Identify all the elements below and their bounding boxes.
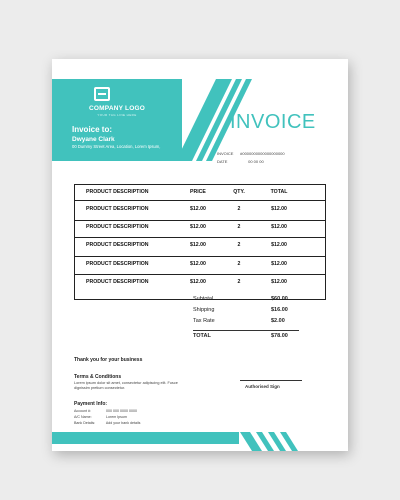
payment-row	[74, 409, 137, 413]
subtotal-value: $60.00	[271, 296, 288, 302]
table-row	[74, 219, 326, 235]
table-header-row	[74, 184, 326, 200]
client-name: Dwyane Clark	[72, 136, 115, 143]
item-total: $12.00	[271, 224, 287, 230]
item-qty: 2	[237, 242, 241, 248]
column-header-qty: QTY.	[233, 189, 245, 195]
shipping-value: $16.00	[271, 307, 288, 313]
table-row	[74, 274, 326, 290]
items-table	[74, 184, 326, 300]
total-label: TOTAL	[193, 333, 211, 339]
item-description: PRODUCT DESCRIPTION	[86, 279, 149, 285]
tax-value: $2.00	[271, 318, 285, 324]
company-logo-icon	[94, 87, 110, 101]
company-logo-text: COMPANY LOGO	[89, 105, 145, 112]
invoice-date-label: DATE	[217, 159, 228, 164]
table-row	[74, 256, 326, 272]
totals-divider	[193, 330, 299, 331]
signature-label: Authorised Sign	[245, 384, 280, 389]
total-value: $78.00	[271, 333, 288, 339]
item-qty: 2	[237, 224, 241, 230]
terms-title: Terms & Conditions	[74, 374, 122, 380]
item-description: PRODUCT DESCRIPTION	[86, 206, 149, 212]
item-qty: 2	[237, 206, 241, 212]
invoice-date-value: 00 00 00	[248, 159, 264, 164]
payment-value: Lorem Ipsum	[106, 415, 127, 419]
payment-label: A/C Name:	[74, 415, 92, 419]
payment-row	[74, 415, 127, 419]
company-tagline: YOUR TAG LINE HERE	[97, 113, 137, 117]
footer-stripes	[222, 432, 348, 451]
subtotal-row	[193, 296, 288, 302]
invoice-number-value: #0000000000000000000	[240, 151, 285, 156]
invoice-number	[217, 151, 285, 156]
invoice-date	[217, 159, 264, 164]
item-price: $12.00	[190, 206, 206, 212]
column-header-price: PRICE	[190, 189, 206, 195]
payment-value: Add your bank details	[105, 421, 141, 425]
item-total: $12.00	[271, 242, 287, 248]
item-total: $12.00	[271, 206, 287, 212]
invoice-title: INVOICE	[230, 111, 316, 133]
table-row	[74, 237, 326, 253]
item-total: $12.00	[271, 261, 287, 267]
table-row	[74, 201, 326, 217]
column-header-description: PRODUCT DESCRIPTION	[86, 189, 149, 195]
column-header-total: TOTAL	[270, 189, 288, 195]
item-description: PRODUCT DESCRIPTION	[86, 224, 149, 230]
payment-label: Bank Details:	[74, 421, 96, 425]
shipping-row	[193, 307, 288, 313]
invoice-to-label: Invoice to:	[72, 125, 113, 134]
signature-line	[240, 380, 302, 381]
invoice-number-label: INVOICE	[217, 151, 234, 156]
shipping-label: Shipping	[193, 307, 215, 313]
footer-band	[52, 432, 239, 444]
payment-value: 000 000 0000 0000	[106, 409, 137, 413]
payment-info-title: Payment Info:	[74, 401, 108, 407]
item-total: $12.00	[271, 279, 287, 285]
item-price: $12.00	[190, 261, 206, 267]
thank-you-note: Thank you for your business	[74, 357, 143, 363]
tax-row	[193, 318, 285, 324]
tax-label: Tax Rate	[193, 318, 215, 324]
item-price: $12.00	[190, 242, 206, 248]
payment-row	[74, 421, 140, 425]
total-row	[193, 333, 288, 339]
item-description: PRODUCT DESCRIPTION	[86, 242, 149, 248]
client-address: 00 Dummy Street Area, Location, Lorem Ipsum,	[72, 144, 161, 149]
item-price: $12.00	[190, 224, 206, 230]
item-description: PRODUCT DESCRIPTION	[86, 261, 149, 267]
item-price: $12.00	[190, 279, 206, 285]
payment-label: Account #:	[74, 409, 91, 413]
subtotal-label: Subtotal	[193, 296, 214, 302]
item-qty: 2	[237, 261, 241, 267]
invoice-page	[52, 59, 348, 451]
item-qty: 2	[237, 279, 241, 285]
terms-text: Lorem ipsum dolor sit amet, consectetur adipiscing elit. Fusce dignissim pretium consectetur.	[74, 381, 178, 390]
